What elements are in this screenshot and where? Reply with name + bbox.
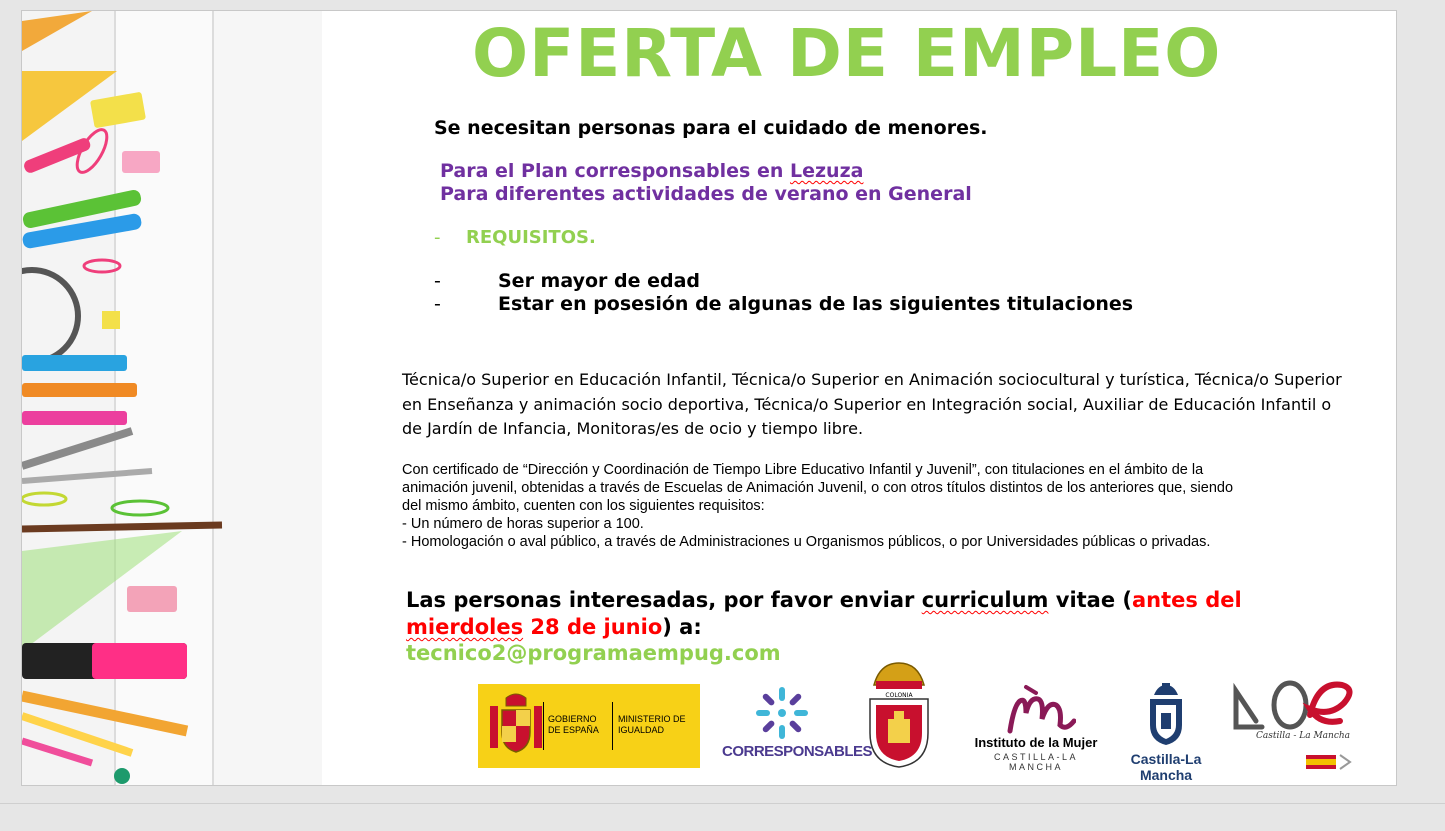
instituto-sub-label: CASTILLA-LA MANCHA [993, 752, 1079, 772]
colonia-shield-logo [864, 659, 934, 771]
poster-page [21, 10, 1397, 786]
instituto-mujer-logo-icon [996, 681, 1076, 735]
certificate-line: animación juvenil, obtenidas a través de Escuelas de Animación Juvenil, o con otros títulos distintos de los anteriores que, siendo [402, 480, 1234, 496]
school-supplies-icon [22, 11, 322, 786]
ministerio-label: MINISTERIO DE IGUALDAD [618, 714, 686, 735]
gobierno-label: GOBIERNO DE ESPAÑA [548, 714, 599, 735]
cta-deadline-3: 28 de junio [523, 615, 663, 639]
corresponsables-label: CORRESPONSABLES [722, 743, 873, 760]
cta-text-1: Las personas interesadas, por favor enviar [406, 588, 922, 612]
cta-text-3: ) a: [662, 615, 702, 639]
bullet-text: Estar en posesión de algunas de las siguientes titulaciones [498, 293, 1134, 315]
call-to-action [406, 587, 1306, 641]
bullet-item [434, 293, 1133, 315]
logo-divider [612, 702, 613, 750]
forty-years-logo [1228, 675, 1362, 771]
school-supplies-decoration [22, 11, 322, 786]
certificate-paragraph [402, 461, 1347, 551]
requirements-label: REQUISITOS. [466, 227, 596, 248]
certificate-line: - Homologación o aval público, a través de Administraciones u Organismos públicos, o por Universidades públicas o privadas. [402, 534, 1211, 550]
bullet-dash: - [434, 270, 441, 292]
corresponsables-star-icon [754, 685, 810, 741]
certificate-line: Con certificado de “Dirección y Coordinación de Tiempo Libre Educativo Infantil y Juvenil”, con titulaciones en el ámbito de la [402, 462, 1204, 478]
cta-text-2: vitae ( [1048, 588, 1132, 612]
bullet-item [434, 270, 700, 292]
certificate-line: - Un número de horas superior a 100. [402, 516, 644, 532]
poster-title: OFERTA DE EMPLEO [472, 15, 1222, 92]
forty-sub-label: Castilla - La Mancha [1256, 731, 1351, 741]
shield-top-label: COLONIA [885, 692, 913, 699]
spain-flag-icon [1306, 755, 1350, 769]
clm-label: Castilla-La Mancha [1130, 751, 1202, 783]
qualifications-paragraph: Técnica/o Superior en Educación Infantil, Técnica/o Superior en Animación sociocultural y turística, Técnica/o Superior en Enseñanza y animación socio deportiva, Técnica/o Superior en Integración social, Auxiliar de Educación Infantil o de Jardín de Infancia, Monitoras/es de ocio y tiempo libre. [402, 370, 1342, 438]
spain-coat-of-arms-icon [486, 692, 546, 762]
cta-deadline-1: antes del [1132, 588, 1242, 612]
status-bar [0, 803, 1445, 831]
colonia-shield-icon [864, 659, 934, 771]
clm-crest-icon [1146, 683, 1186, 747]
intro-text: Se necesitan personas para el cuidado de menores. [434, 117, 988, 139]
requirements-dash: - [434, 227, 441, 248]
corresponsables-logo [722, 683, 873, 769]
purpose-line-1 [440, 160, 863, 182]
purpose-line-1-text: Para el Plan corresponsables en [440, 160, 790, 182]
purpose-place: Lezuza [789, 160, 864, 182]
cta-curriculum: curriculum [921, 588, 1049, 612]
cta-deadline-2: mierdoles [406, 615, 524, 639]
gobierno-ministerio-logo [478, 684, 700, 768]
forty-years-logo-icon [1228, 675, 1362, 771]
instituto-mujer-logo [968, 681, 1108, 771]
bullet-text: Ser mayor de edad [498, 270, 701, 292]
castilla-la-mancha-logo [1106, 683, 1226, 783]
bullet-dash: - [434, 293, 441, 315]
contact-email: tecnico2@programaempug.com [406, 641, 781, 665]
requirements-heading [434, 227, 596, 248]
logo-divider [543, 702, 544, 750]
instituto-label: Instituto de la Mujer [974, 735, 1098, 750]
purpose-line-2: Para diferentes actividades de verano en General [440, 183, 972, 205]
certificate-line: del mismo ámbito, cuenten con los siguientes requisitos: [402, 498, 765, 514]
